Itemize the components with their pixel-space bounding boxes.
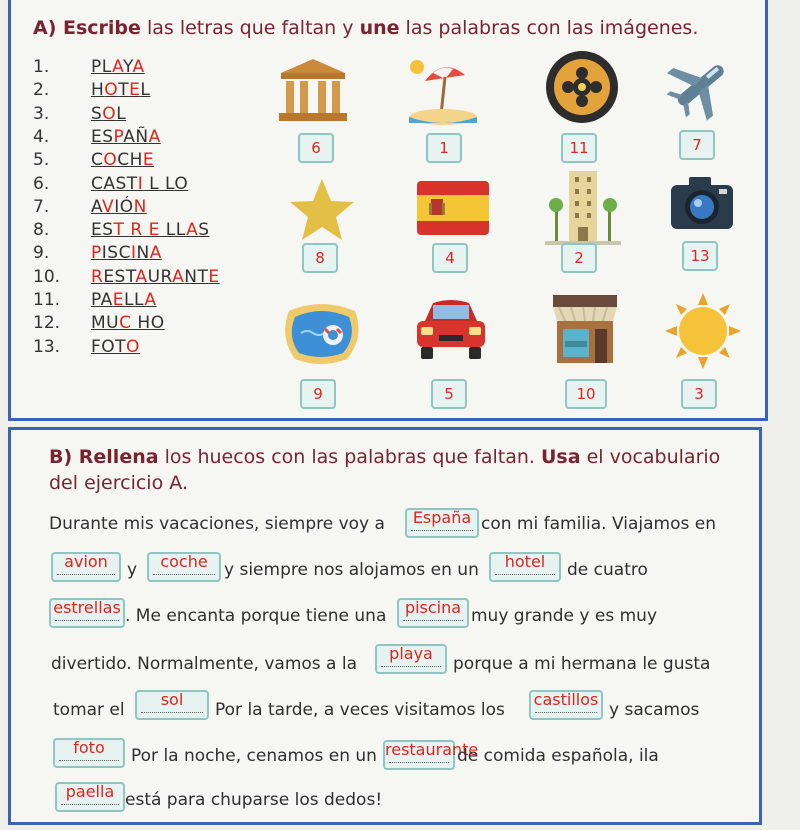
filled-letter: A bbox=[132, 57, 145, 77]
answer-text: foto bbox=[73, 738, 105, 757]
section-b-title-mid: los huecos con las palabras que faltan. bbox=[158, 446, 541, 468]
given-letter: N bbox=[136, 243, 150, 264]
given-letter: S bbox=[198, 220, 210, 241]
restaurant-icon bbox=[549, 291, 621, 363]
given-letter: H bbox=[91, 80, 105, 101]
filled-letter: I bbox=[130, 243, 137, 264]
image-number-box[interactable] bbox=[561, 243, 597, 273]
word-number: 6. bbox=[33, 173, 50, 194]
given-letter: L bbox=[140, 80, 151, 101]
filled-letter: A bbox=[112, 57, 123, 77]
section-b-title-end: el vocabulario bbox=[580, 446, 721, 468]
fill-blank-foto[interactable] bbox=[53, 738, 125, 768]
filled-letter: P bbox=[91, 243, 102, 264]
given-letter: A bbox=[91, 196, 103, 217]
filled-letter: N bbox=[133, 196, 147, 217]
section-a-title-end: las palabras con las imágenes. bbox=[399, 17, 699, 39]
filled-letter: E bbox=[112, 290, 125, 310]
image-number-box[interactable] bbox=[432, 243, 468, 273]
word-number: 13. bbox=[33, 336, 61, 357]
fill-blank-estrellas[interactable] bbox=[49, 598, 125, 628]
fill-blank-coche[interactable] bbox=[147, 552, 221, 582]
filled-letter: C bbox=[119, 313, 132, 334]
paragraph-text: Por la noche, cenamos en un bbox=[131, 746, 377, 766]
given-letter: PL bbox=[91, 57, 113, 77]
image-number: 7 bbox=[692, 136, 702, 154]
filled-letter: E bbox=[129, 80, 141, 101]
filled-letter: P bbox=[113, 126, 124, 147]
word-text[interactable] bbox=[91, 197, 147, 217]
image-number-box[interactable] bbox=[681, 379, 717, 409]
beach-umbrella-icon bbox=[403, 51, 475, 123]
given-letter: CAST bbox=[91, 173, 138, 194]
given-letter: L bbox=[143, 173, 160, 194]
word-number: 10. bbox=[33, 266, 61, 287]
sun-icon bbox=[665, 293, 737, 365]
section-a-title-mid: las letras que faltan y bbox=[140, 17, 360, 39]
image-number-box[interactable] bbox=[426, 133, 462, 163]
section-b bbox=[8, 427, 762, 825]
paragraph-text: . Me encanta porque tiene una bbox=[125, 606, 387, 626]
answer-text: paella bbox=[65, 782, 115, 801]
given-letter: O bbox=[150, 313, 165, 334]
image-number: 4 bbox=[445, 249, 455, 267]
spain-flag-icon bbox=[415, 177, 487, 249]
word-text[interactable] bbox=[91, 313, 165, 333]
filled-letter: O bbox=[104, 80, 119, 101]
filled-letter: O bbox=[126, 336, 140, 357]
paragraph-text: está para chuparse los dedos! bbox=[125, 790, 383, 810]
paragraph-text: Por la tarde, a veces visitamos los bbox=[215, 700, 505, 720]
car-icon bbox=[411, 291, 483, 363]
image-number: 6 bbox=[311, 139, 321, 157]
filled-letter: E bbox=[142, 150, 155, 171]
fill-blank-avion[interactable] bbox=[51, 552, 121, 582]
section-b-title-line2: del ejercicio A. bbox=[49, 472, 188, 494]
word-text[interactable] bbox=[91, 150, 154, 170]
answer-text: estrellas bbox=[53, 598, 121, 617]
given-letter: LL bbox=[159, 220, 187, 241]
star-icon bbox=[287, 175, 359, 247]
fill-blank-playa[interactable] bbox=[375, 644, 447, 674]
camera-icon bbox=[667, 171, 739, 243]
image-number-box[interactable] bbox=[561, 133, 597, 163]
image-number-box[interactable] bbox=[431, 379, 467, 409]
answer-text: avion bbox=[64, 552, 108, 571]
given-letter: NT bbox=[184, 266, 209, 287]
fill-blank-paella[interactable] bbox=[55, 782, 125, 812]
given-letter: H bbox=[131, 313, 151, 334]
given-letter: S bbox=[91, 103, 103, 124]
filled-letter: R bbox=[124, 220, 149, 241]
word-number: 3. bbox=[33, 103, 50, 124]
swimming-pool-icon bbox=[281, 297, 353, 369]
paragraph-text: de comida española, ila bbox=[457, 746, 659, 766]
word-number: 1. bbox=[33, 57, 50, 77]
paragraph-text: de cuatro bbox=[567, 560, 648, 580]
image-number: 8 bbox=[315, 249, 325, 267]
word-number: 11. bbox=[33, 290, 61, 310]
word-number: 4. bbox=[33, 126, 50, 147]
paragraph-text: y sacamos bbox=[609, 700, 700, 720]
given-letter: AÑ bbox=[123, 126, 149, 147]
image-number: 2 bbox=[574, 249, 584, 267]
image-number: 13 bbox=[690, 247, 710, 265]
word-number: 2. bbox=[33, 80, 50, 101]
image-number-box[interactable] bbox=[565, 379, 607, 409]
word-text[interactable] bbox=[91, 104, 126, 124]
word-number: 9. bbox=[33, 243, 50, 264]
filled-letter: A bbox=[144, 290, 157, 310]
fill-blank-espana[interactable] bbox=[405, 508, 479, 538]
filled-letter: A bbox=[135, 266, 148, 287]
answer-text: restaurante bbox=[385, 740, 479, 759]
image-number: 9 bbox=[313, 385, 323, 403]
filled-letter: E bbox=[148, 220, 160, 241]
paragraph-text: y bbox=[127, 560, 138, 580]
word-number: 7. bbox=[33, 196, 50, 217]
fill-blank-sol[interactable] bbox=[135, 690, 209, 720]
word-text[interactable] bbox=[91, 267, 220, 287]
paragraph-text: porque a mi hermana le gusta bbox=[453, 654, 711, 674]
answer-text: piscina bbox=[404, 598, 462, 617]
filled-letter: A bbox=[148, 126, 161, 147]
given-letter: MU bbox=[91, 313, 120, 334]
paragraph-text: Durante mis vacaciones, siempre voy a bbox=[49, 514, 385, 534]
paragraph-text: divertido. Normalmente, vamos a la bbox=[51, 654, 358, 674]
word-text[interactable] bbox=[91, 127, 161, 147]
word-number: 5. bbox=[33, 150, 50, 171]
given-letter: LL bbox=[124, 290, 145, 310]
image-number-box[interactable] bbox=[300, 379, 336, 409]
given-letter: EST bbox=[103, 266, 136, 287]
answer-text: España bbox=[412, 508, 472, 527]
given-letter: UR bbox=[147, 266, 173, 287]
fill-blank-hotel[interactable] bbox=[489, 552, 561, 582]
filled-letter: I bbox=[137, 173, 144, 194]
image-number: 11 bbox=[569, 139, 589, 157]
section-a-title bbox=[33, 17, 698, 39]
paella-icon bbox=[542, 47, 614, 119]
paragraph-text: tomar el bbox=[53, 700, 125, 720]
given-letter: L bbox=[159, 173, 175, 194]
filled-letter: V bbox=[102, 196, 115, 217]
given-letter: ISC bbox=[101, 243, 131, 264]
given-letter: O bbox=[174, 173, 189, 194]
given-letter: C bbox=[91, 150, 104, 171]
hotel-building-icon bbox=[545, 167, 617, 239]
word-text[interactable] bbox=[91, 80, 150, 100]
paragraph-text: con mi familia. Viajamos en bbox=[481, 514, 716, 534]
image-number: 3 bbox=[694, 385, 704, 403]
paragraph-text: muy grande y es muy bbox=[471, 606, 658, 626]
filled-letter: A bbox=[149, 243, 162, 264]
image-number-box[interactable] bbox=[302, 243, 338, 273]
answer-text: castillos bbox=[533, 690, 599, 709]
filled-letter: A bbox=[172, 266, 185, 287]
section-b-title-bold: B) Rellena bbox=[49, 446, 159, 468]
section-b-title-bold2: Usa bbox=[540, 446, 581, 468]
image-number: 10 bbox=[576, 385, 596, 403]
given-letter: Y bbox=[122, 57, 133, 77]
image-number-box[interactable] bbox=[298, 133, 334, 163]
section-b-title bbox=[49, 446, 720, 468]
given-letter: CH bbox=[117, 150, 143, 171]
fill-blank-castillos[interactable] bbox=[529, 690, 603, 720]
word-text[interactable] bbox=[91, 220, 210, 240]
answer-text: coche bbox=[160, 552, 208, 571]
filled-letter: A bbox=[186, 220, 199, 241]
word-text[interactable] bbox=[91, 243, 162, 263]
section-a-title-bold: A) Escribe bbox=[33, 17, 141, 39]
section-a bbox=[8, 0, 768, 421]
fill-blank-restaurante[interactable] bbox=[383, 740, 479, 770]
answer-text: hotel bbox=[504, 552, 546, 571]
filled-letter: O bbox=[102, 103, 117, 124]
filled-letter: E bbox=[208, 266, 220, 287]
image-number: 1 bbox=[439, 139, 449, 157]
museum-icon bbox=[277, 55, 349, 127]
given-letter: T bbox=[118, 80, 130, 101]
filled-letter: O bbox=[103, 150, 118, 171]
image-number-box[interactable] bbox=[679, 130, 715, 160]
image-number: 5 bbox=[444, 385, 454, 403]
given-letter: L bbox=[116, 103, 127, 124]
image-number-box[interactable] bbox=[682, 241, 718, 271]
section-a-title-bold2: une bbox=[359, 17, 400, 39]
answer-text: sol bbox=[160, 690, 184, 709]
word-text[interactable] bbox=[91, 337, 140, 357]
given-letter: IÓ bbox=[114, 196, 134, 217]
word-text[interactable] bbox=[91, 290, 157, 310]
word-text[interactable] bbox=[91, 174, 188, 194]
given-letter: ES bbox=[91, 126, 114, 147]
word-number: 8. bbox=[33, 220, 50, 241]
word-text[interactable] bbox=[91, 57, 145, 77]
given-letter: ES bbox=[91, 220, 114, 241]
filled-letter: T bbox=[113, 220, 125, 241]
given-letter: PA bbox=[91, 290, 113, 310]
filled-letter: R bbox=[91, 266, 104, 287]
answer-text: playa bbox=[389, 644, 433, 663]
given-letter: FOT bbox=[91, 336, 127, 357]
word-number: 12. bbox=[33, 313, 61, 334]
fill-blank-piscina[interactable] bbox=[397, 598, 469, 628]
airplane-icon bbox=[663, 49, 735, 121]
paragraph-text: y siempre nos alojamos en un bbox=[224, 560, 479, 580]
